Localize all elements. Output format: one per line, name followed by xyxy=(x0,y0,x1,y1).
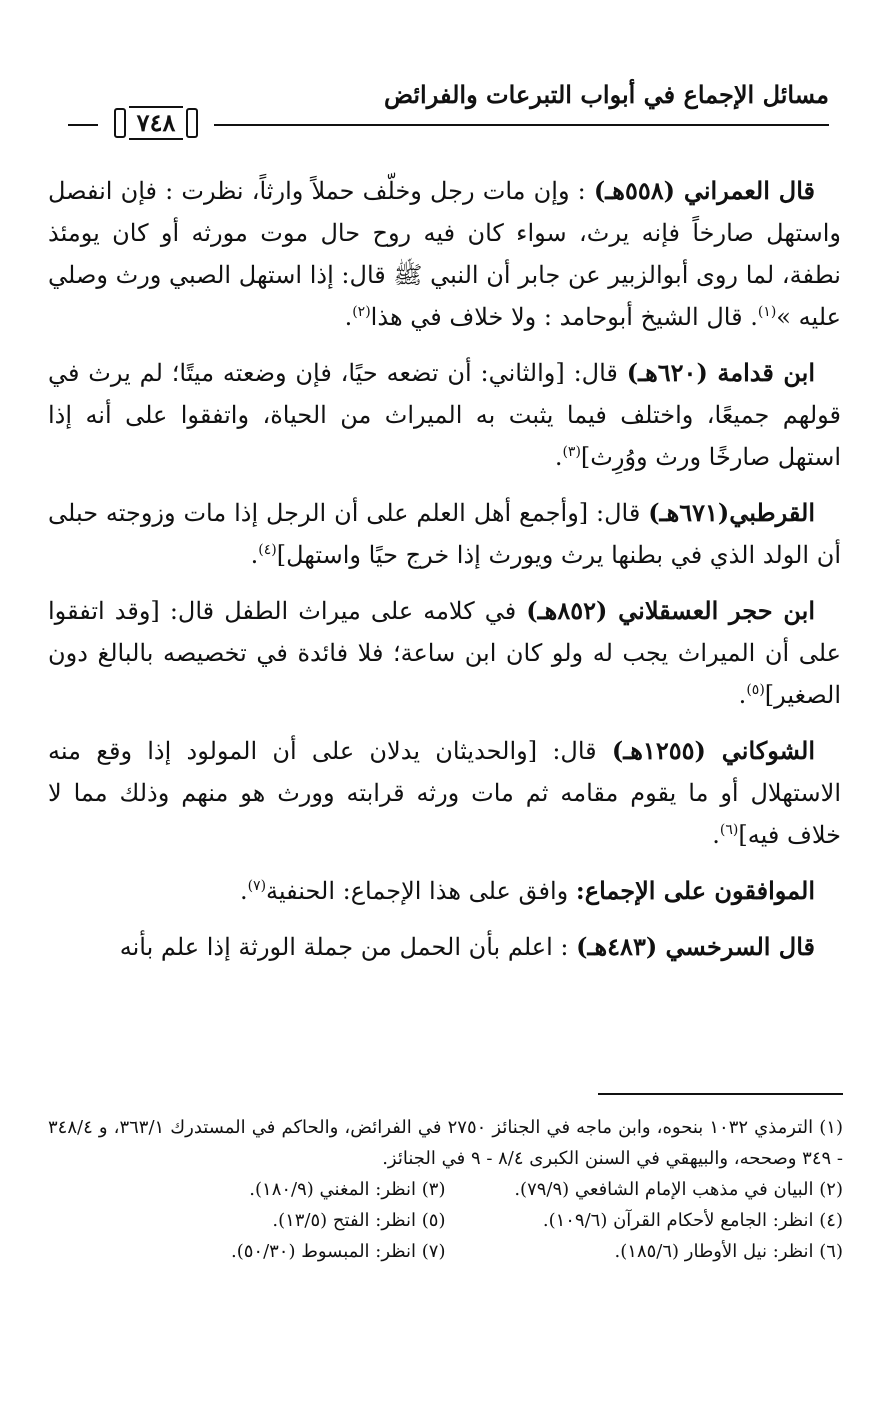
paragraph-end: . xyxy=(239,877,248,905)
paragraph-text: في كلامه على ميراث الطفل قال: [وقد اتفقوا على أن الميراث يجب له ولو كان ابن ساعة؛ فلا فائدة في تخصيصه بالبالغ دون الصغير] xyxy=(48,597,841,709)
footnote-ref: (٢) xyxy=(352,304,371,320)
footnote-rule xyxy=(598,1093,843,1095)
footnote-6: (٦) انظر: نيل الأوطار (١٨٥/٦). xyxy=(614,1241,843,1262)
paragraph-lead: القرطبي(٦٧١هـ) xyxy=(648,498,815,527)
footnote-ref: (٦) xyxy=(719,822,739,838)
ornament-left xyxy=(186,108,198,138)
paragraph-text: قال: [وأجمع أهل العلم على أن الرجل إذا مات وزوجته حبلى أن الولد الذي في بطنها يرث ويورث إذا خرج حيًا واستهل] xyxy=(48,499,841,569)
paragraph-text: قال: [والحديثان يدلان على أن المولود إذا وقع منه الاستهلال أو ما يقوم مقامه ثم مات ورثه قرابته وورث هو منهم وذلك مما لا خلاف فيه] xyxy=(48,737,841,849)
paragraph-end: . xyxy=(344,303,353,331)
footnote-ref: (٥) xyxy=(746,682,765,698)
footnote-row xyxy=(48,1174,843,1205)
paragraph-sarakhsi xyxy=(48,926,841,968)
paragraph-lead: قال العمراني (٥٥٨هـ) xyxy=(593,176,815,205)
footnote-1: (١) الترمذي ١٠٣٢ بنحوه، وابن ماجه في الجنائز ٢٧٥٠ في الفرائض، والحاكم في المستدرك ٣٦٣/١، و ٣٤٨/٤ - ٣٤٩ وصححه، والبيهقي في السنن الكبرى ٨/٤ - ٩ في الجنائز. xyxy=(48,1117,843,1169)
paragraph-imrani xyxy=(48,170,841,338)
main-text xyxy=(48,170,841,982)
footnote-ref: (٤) xyxy=(258,542,277,558)
paragraph-lead: ابن قدامة (٦٢٠هـ) xyxy=(626,358,815,387)
paragraph-ibn-hajar xyxy=(48,590,841,716)
quote-mark: » xyxy=(776,303,791,331)
paragraph-text: وافق على هذا الإجماع: الحنفية xyxy=(266,877,576,905)
footnote-ref: (٣) xyxy=(562,444,581,460)
footnote-row xyxy=(48,1205,843,1236)
footnotes xyxy=(48,1112,843,1267)
paragraph-end: . xyxy=(250,541,259,569)
footnote-2: (٢) البيان في مذهب الإمام الشافعي (٧٩/٩). xyxy=(514,1179,843,1200)
paragraph-text: قال: [والثاني: أن تضعه حيًا، فإن وضعته ميتًا؛ لم يرث في قولهم جميعًا، واختلف فيما يثبت به الميراث من الحياة، واتفقوا على أنه إذا استهل صارخًا ورث ووُرِث] xyxy=(48,359,841,471)
paragraph-lead: ابن حجر العسقلاني (٨٥٢هـ) xyxy=(526,596,816,625)
footnote-row xyxy=(48,1236,843,1267)
footnote-ref: (٧) xyxy=(247,878,267,894)
paragraph-lead: قال السرخسي (٤٨٣هـ) xyxy=(576,932,815,961)
paragraph-end: . xyxy=(738,681,747,709)
paragraph-ibn-qudama xyxy=(48,352,841,478)
paragraph-text: : اعلم بأن الحمل من جملة الورثة إذا علم بأنه xyxy=(119,933,577,961)
footnote-5: (٥) انظر: الفتح (١٣/٥). xyxy=(272,1210,446,1231)
paragraph-shawkani xyxy=(48,730,841,856)
paragraph-concurring xyxy=(48,870,841,912)
paragraph-text: : وإن مات رجل وخلّف حملاً وارثاً، نظرت : فإن انفصل واستهل صارخاً فإنه يرث، سواء كان فيه روح حال موت مورثه أو كان يومئذ نطفة، لما روى أبوالزبير عن جابر أن النبي ﷺ قال: إذا استهل الصبي ورث وصلي عليه xyxy=(48,177,842,331)
footnote-3: (٣) انظر: المغني (١٨٠/٩). xyxy=(249,1179,446,1200)
footnote-ref: (١) xyxy=(757,304,777,320)
paragraph-end: . xyxy=(554,443,563,471)
running-title: مسائل الإجماع في أبواب التبرعات والفرائض xyxy=(383,80,829,109)
paragraph-lead: الموافقون على الإجماع: xyxy=(575,876,815,905)
paragraph-lead: الشوكاني (١٢٥٥هـ) xyxy=(611,736,816,765)
page-number: ٧٤٨ xyxy=(129,106,184,140)
paragraph-qurtubi xyxy=(48,492,841,576)
page-number-frame xyxy=(98,104,214,142)
paragraph-text-2: . قال الشيخ أبوحامد : ولا خلاف في هذا xyxy=(370,303,758,331)
footnote-7: (٧) انظر: المبسوط (٥٠/٣٠). xyxy=(230,1241,446,1262)
ornament-right xyxy=(114,108,126,138)
footnote-4: (٤) انظر: الجامع لأحكام القرآن (١٠٩/٦). xyxy=(542,1210,843,1231)
paragraph-end: . xyxy=(712,821,720,849)
